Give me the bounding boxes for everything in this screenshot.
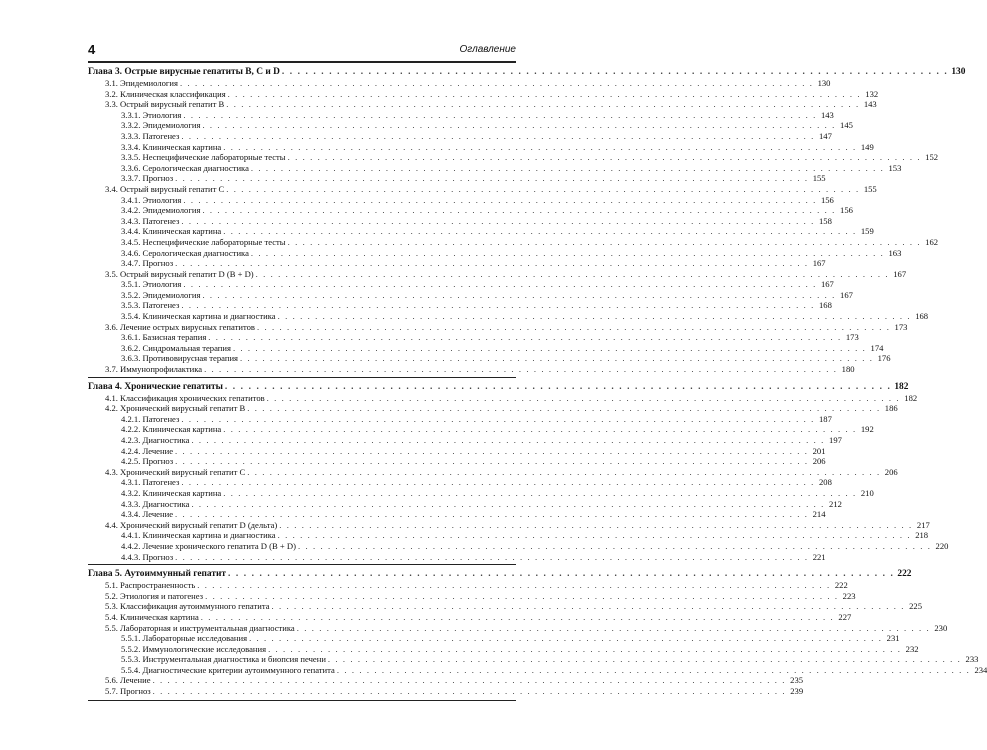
chapter-rule <box>88 564 516 565</box>
toc-entry-page: 162 <box>925 236 939 247</box>
toc-entry-page: 159 <box>860 226 874 237</box>
toc-section-entry <box>88 268 907 280</box>
toc-entry-title: 3.5.3. Патогенез <box>121 300 180 311</box>
dot-leader: . . . . . . . . . . . . . . . . . . . . . . . . . . . . . . . . . . . . . . . . . . . . . . . . . . . . . . . . . . . . . . . . . . . . . . . . . . . . . . . . . . . . . <box>152 686 787 697</box>
toc-entry-title: 3.6.2. Синдромальная терапия <box>121 342 231 353</box>
toc-entry-title: 3.3.4. Клиническая картина <box>121 141 222 152</box>
dot-leader: . . . . . . . . . . . . . . . . . . . . . . . . . . . . . . . . . . . . . . . . . . . . . . . . . . . . . . . . . . . . . . . . . . . . . . . . . . . . . . . . . . . . . <box>223 424 857 435</box>
toc-entry-page: 230 <box>934 622 948 633</box>
toc-subsection-entry <box>88 654 979 665</box>
toc-subsection-entry <box>88 342 884 354</box>
dot-leader: . . . . . . . . . . . . . . . . . . . . . . . . . . . . . . . . . . . . . . . . . . . . . . . . . . . . . . . . . . . . . . . . . . . . . . . . . . . . . . . . . . . . . <box>223 226 857 237</box>
toc-entry-page: 168 <box>818 300 832 311</box>
dot-leader: . . . . . . . . . . . . . . . . . . . . . . . . . . . . . . . . . . . . . . . . . . . . . . . . . . . . . . . . . . . . . . . . . . . . . . . . . . . . . . . . . . . . . <box>175 551 809 562</box>
toc-entry-title: 4.3.1. Патогенез <box>121 477 180 488</box>
toc-entry-title: 4.4.3. Прогноз <box>121 551 174 562</box>
dot-leader: . . . . . . . . . . . . . . . . . . . . . . . . . . . . . . . . . . . . . . . . . . . . . . . . . . . . . . . . . . . . . . . . . . . . . . . . . . . . . . . . . . . . . <box>226 99 860 110</box>
toc-entry-title: Глава 5. Аутоиммунный гепатит <box>88 569 226 580</box>
toc-section-entry <box>88 321 908 333</box>
dot-leader: . . . . . . . . . . . . . . . . . . . . . . . . . . . . . . . . . . . . . . . . . . . . . . . . . . . . . . . . . . . . . . . . . . . . . . . . . . . . . . . . . . . . . <box>247 466 881 477</box>
dot-leader: . . . . . . . . . . . . . . . . . . . . . . . . . . . . . . . . . . . . . . . . . . . . . . . . . . . . . . . . . . . . . . . . . . . . . . . . . . . . . . . . . . . . . <box>202 205 836 216</box>
toc-subsection-entry <box>88 445 826 457</box>
toc-entry-page: 182 <box>904 392 918 403</box>
toc-entry-page: 143 <box>820 109 834 120</box>
toc-entry-title: 3.7. Иммунопрофилактика <box>105 364 203 375</box>
toc-entry-title: 4.4. Хронический вирусный гепатит D (дельта) <box>105 519 278 530</box>
toc-subsection-entry <box>88 413 832 425</box>
toc-entry-title: 3.5.2. Эпидемиология <box>121 289 201 300</box>
toc-entry-title: 3.4.2. Эпидемиология <box>121 205 201 216</box>
dot-leader: . . . . . . . . . . . . . . . . . . . . . . . . . . . . . . . . . . . . . . . . . . . . . . . . . . . . . . . . . . . . . . . . . . . . . . . . . . . . . . . . . . . . . <box>240 353 874 364</box>
toc-entry-page: 180 <box>841 364 855 375</box>
dot-leader: . . . . . . . . . . . . . . . . . . . . . . . . . . . . . . . . . . . . . . . . . . . . . . . . . . . . . . . . . . . . . . . . . . . . . . . . . . . . . . . . . . . . . <box>277 311 912 322</box>
toc-entry-page: 155 <box>812 173 826 184</box>
toc-section-entry <box>88 99 877 110</box>
toc-entry-title: 3.4.4. Клиническая картина <box>121 226 222 237</box>
toc-entry-page: 217 <box>916 519 930 530</box>
toc-entry-title: 3.3.1. Этиология <box>121 109 182 120</box>
dot-leader: . . . . . . . . . . . . . . . . . . . . . . . . . . . . . . . . . . . . . . . . . . . . . . . . . . . . . . . . . . . . . . . . . . . . . . . . . . . . . . . . . . . . . <box>287 152 922 163</box>
toc-subsection-entry <box>88 152 939 163</box>
toc-entry-page: 132 <box>865 88 879 99</box>
toc-entry-title: 5.2. Этиология и патогенез <box>105 590 204 601</box>
toc-entry-page: 214 <box>812 509 826 520</box>
toc-subsection-entry <box>88 424 874 435</box>
dot-leader: . . . . . . . . . . . . . . . . . . . . . . . . . . . . . . . . . . . . . . . . . . . . . . . . . . . . . . . . . . . . . . . . . . . . . . . . . . . . . . . . . . . . . <box>202 120 836 131</box>
toc-entry-page: 206 <box>884 466 898 477</box>
toc-entry-title: 4.2.1. Патогенез <box>121 413 180 424</box>
toc-subsection-entry <box>88 109 834 121</box>
dot-leader: . . . . . . . . . . . . . . . . . . . . . . . . . . . . . . . . . . . . . . . . . . . . . . . . . . . . . . . . . . . . . . . . . . . . . . . . . . . . . . . . . . . . . <box>271 601 905 612</box>
toc-entry-title: 3.3.2. Эпидемиология <box>121 120 201 131</box>
toc-entry-title: 5.5.3. Инструментальная диагностика и биопсия печени <box>121 654 326 665</box>
toc-section-entry <box>88 622 948 634</box>
dot-leader: . . . . . . . . . . . . . . . . . . . . . . . . . . . . . . . . . . . . . . . . . . . . . . . . . . . . . . . . . . . . . . . . . . . . . . . . . . . . . . . . . . . . . <box>152 675 787 686</box>
toc-section-entry <box>88 403 898 414</box>
toc-entry-page: 167 <box>820 279 834 290</box>
toc-entry-page: 232 <box>905 643 919 654</box>
toc-entry-title: 4.3. Хронический вирусный гепатит С <box>105 466 246 477</box>
dot-leader: . . . . . . . . . . . . . . . . . . . . . . . . . . . . . . . . . . . . . . . . . . . . . . . . . . . . . . . . . . . . . . . . . . . . . . . . . . . . . . . . . . . . . <box>277 530 912 541</box>
toc-entry-title: 3.4.3. Патогенез <box>121 215 180 226</box>
toc-entry-title: 5.5.4. Диагностические критерии аутоиммунного гепатита <box>121 664 335 675</box>
toc-entry-title: 3.6.1. Базисная терапия <box>121 332 207 343</box>
toc-entry-page: 167 <box>893 268 907 279</box>
dot-leader: . . . . . . . . . . . . . . . . . . . . . . . . . . . . . . . . . . . . . . . . . . . . . . . . . . . . . . . . . . . . . . . . . . . . . . . . . . . . . . . . . . . . . <box>266 392 901 403</box>
dot-leader: . . . . . . . . . . . . . . . . . . . . . . . . . . . . . . . . . . . . . . . . . . . . . . . . . . . . . . . . . . . . . . . . . . . . . . . . . . . . . . . . . . . . . <box>183 194 817 205</box>
dot-leader: . . . . . . . . . . . . . . . . . . . . . . . . . . . . . . . . . . . . . . . . . . . . . . . . . . . . . . . . . . . . . . . . . . . . . . . . . . . . . . . . . . . . . <box>183 279 817 290</box>
toc-entry-title: 3.6.3. Противовирусная терапия <box>121 353 239 364</box>
toc-chapter-heading <box>88 568 912 580</box>
dot-leader: . . . . . . . . . . . . . . . . . . . . . . . . . . . . . . . . . . . . . . . . . . . . . . . . . . . . . . . . . . . . . . . . . . . . . . . . . . . . . . . . . . . . . <box>223 487 857 498</box>
toc-subsection-entry <box>88 311 929 322</box>
toc-subsection-entry <box>88 530 929 541</box>
toc-section-entry <box>88 675 804 686</box>
toc-entry-title: 3.5. Острый вирусный гепатит D (В + D) <box>105 268 254 279</box>
dot-leader: . . . . . . . . . . . . . . . . . . . . . . . . . . . . . . . . . . . . . . . . . . . . . . . . . . . . . . . . . . . . . . . . . . . . . . . . . . . . . . . . . . . . . <box>250 247 885 258</box>
page-header <box>88 42 516 58</box>
toc-subsection-entry <box>88 664 987 676</box>
dot-leader: . . . . . . . . . . . . . . . . . . . . . . . . . . . . . . . . . . . . . . . . . . . . . . . . . . . . . . . . . . . . . . . . . . . . . . . . . . . . . . . . . . . . . <box>227 88 862 99</box>
dot-leader: . . . . . . . . . . . . . . . . . . . . . . . . . . . . . . . . . . . . . . . . . . . . . . . . . . . . . . . . . . . . . . . . . . . . . . . . . . . . . . . . . . . . . <box>175 456 809 467</box>
toc-entry-title: 4.4.1. Клиническая картина и диагностика <box>121 530 276 541</box>
dot-leader: . . . . . . . . . . . . . . . . . . . . . . . . . . . . . . . . . . . . . . . . . . . . . . . . . . . . . . . . . . . . . . . . . . . . . . . . . . . . . . . . . . . . . <box>336 664 971 675</box>
toc-entry-title: 5.6. Лечение <box>105 675 151 686</box>
dot-leader: . . . . . . . . . . . . . . . . . . . . . . . . . . . . . . . . . . . . . . . . . . . . . . . . . . . . . . . . . . . . . . . . . . . . . . . . . . . . . . . . . . . . . <box>279 519 913 530</box>
toc-entry-title: 3.3.7. Прогноз <box>121 173 174 184</box>
toc-entry-page: 153 <box>888 162 902 173</box>
dot-leader: . . . . . . . . . . . . . . . . . . . . . . . . . . . . . . . . . . . . . . . . . . . . . . . . . . . . . . . . . . . . . . . . . . . . . . . . . . . . . . . . . . . . . <box>175 173 809 184</box>
toc-entry-title: 5.5. Лабораторная и инструментальная диагностика <box>105 622 295 633</box>
toc-section-entry <box>88 590 856 602</box>
toc-subsection-entry <box>88 247 902 259</box>
chapter-rule <box>88 62 516 63</box>
dot-leader: . . . . . . . . . . . . . . . . . . . . . . . . . . . . . . . . . . . . . . . . . . . . . . . . . . . . . . . . . . . . . . . . . . . . . . . . . . . . . . . . . . . . . <box>179 78 814 88</box>
dot-leader: . . . . . . . . . . . . . . . . . . . . . . . . . . . . . . . . . . . . . . . . . . . . . . . . . . . . . . . . . . . . . . . . . . . . . . . . . . . . . . . . . . . . . <box>181 215 815 226</box>
toc-entry-page: 167 <box>812 258 826 269</box>
page-number: 4 <box>88 42 96 57</box>
toc-entry-title: 5.3. Классификация аутоиммунного гепатита <box>105 601 270 612</box>
toc-entry-page: 239 <box>790 686 804 697</box>
toc-entry-page: 163 <box>888 247 902 258</box>
toc-section-entry <box>88 519 930 531</box>
toc-entry-page: 182 <box>894 381 909 392</box>
dot-leader: . . . . . . . . . . . . . . . . . . . . . . . . . . . . . . . . . . . . . . . . . . . . . . . . . . . . . . . . . . . . . . . . . . . . . . . . . . . . . . . . . . . . . <box>268 643 902 654</box>
dot-leader: . . . . . . . . . . . . . . . . . . . . . . . . . . . . . . . . . . . . . . . . . . . . . . . . . . . . . . . . . . . . . . . . . . . . . . . . . . . . . . . . . . . . . <box>202 289 836 300</box>
toc-section-entry <box>88 611 852 623</box>
dot-leader: . . . . . . . . . . . . . . . . . . . . . . . . . . . . . . . . . . . . . . . . . . . . . . . . . . . . . . . . . . . . . . . . . . . . . . . . . . . . . . . . . . . . . <box>287 236 922 247</box>
toc-entry-title: 4.2.3. Диагностика <box>121 435 190 445</box>
dot-leader: . . . . . . . . . . . . . . . . . . . . . . . . . . . . . . . . . . . . . . . . . . . . . . . . . . . . . . . . . . . . . . . . . . . . . . . . . . . . . . . . . . . . . <box>175 509 809 520</box>
dot-leader: . . . . . . . . . . . . . . . . . . . . . . . . . . . . . . . . . . . . . . . . . . . . . . . . . . . . . . . . . . . . . . . . . . . . . . . . . . . . . . . . . . . . . <box>247 403 881 414</box>
toc-chapter-5 <box>88 568 987 697</box>
toc-entry-page: 218 <box>915 530 929 541</box>
toc-section-entry <box>88 601 922 612</box>
toc-entry-page: 167 <box>840 289 853 300</box>
dot-leader: . . . . . . . . . . . . . . . . . . . . . . . . . . . . . . . . . . . . . . . . . . . . . . . . . . . . . . . . . . . . . . . . . . . . . . . . . . . . . . . . . . . . . <box>256 321 891 332</box>
dot-leader: . . . . . . . . . . . . . . . . . . . . . . . . . . . . . . . . . . . . . . . . . . . . . . . . . . . . . . . . . . . . . . . . . . . . . . . . . . . . . . . . . . . . . <box>191 498 825 509</box>
toc-subsection-entry <box>88 130 832 142</box>
toc-entry-page: 201 <box>812 445 826 456</box>
toc-subsection-entry <box>88 300 832 311</box>
toc-entry-title: 3.3.3. Патогенез <box>121 130 180 141</box>
dot-leader: . . . . . . . . . . . . . . . . . . . . . . . . . . . . . . . . . . . . . . . . . . . . . . . . . . . . . . . . . . . . . . . . . . . . . . . . . . . . . . . . . . . . . <box>183 109 817 120</box>
toc-entry-title: 3.1. Эпидемиология <box>105 78 178 88</box>
toc-entry-page: 155 <box>863 183 877 194</box>
toc-entry-page: 158 <box>818 215 832 226</box>
dot-leader: . . . . . . . . . . . . . . . . . . . . . . . . . . . . . . . . . . . . . . . . . . . . . . . . . . . . . . . . . . . . . . . . . . . . . . . . . . . . . . . . . . . . . <box>208 332 842 343</box>
dot-leader: . . . . . . . . . . . . . . . . . . . . . . . . . . . . . . . . . . . . . . . . . . . . . . . . . . . . . . . . . . . . . . . . . . . . . . . . . . . . . . . . . . . . . <box>250 162 885 173</box>
toc-entry-page: 231 <box>886 633 900 644</box>
dot-leader: . . . . . . . . . . . . . . . . . . . . . . . . . . . . . . . . . . . . . . . . . . . . . . . . . . . . . . . . . . . . . . . . . . . . . . . . . . . . . . . . . . . . . <box>175 258 809 269</box>
toc-entry-title: 5.5.1. Лабораторные исследования <box>121 633 248 644</box>
toc-entry-page: 168 <box>915 311 929 322</box>
toc-entry-page: 147 <box>818 130 832 141</box>
dot-leader: . . . . . . . . . . . . . . . . . . . . . . . . . . . . . . . . . . . . . . . . . . . . . . . . . . . . . . . . . . . . . . . . . . . . . . . . . . . . . . . . . . . . . <box>181 477 815 488</box>
toc-entry-page: 235 <box>790 675 804 686</box>
toc-entry-page: 234 <box>974 664 987 675</box>
dot-leader: . . . . . . . . . . . . . . . . . . . . . . . . . . . . . . . . . . . . . . . . . . . . . . . . . . . . . . . . . . . . . . . . . . . . . . . . . . . . . . . . . . . . . <box>224 381 892 392</box>
toc-entry-title: 4.1. Классификация хронических гепатитов <box>105 392 265 403</box>
toc-entry-title: 4.4.2. Лечение хронического гепатита D (В + D) <box>121 540 296 551</box>
toc-entry-page: 223 <box>842 590 856 601</box>
toc-subsection-entry <box>88 643 919 655</box>
toc-chapter-4 <box>88 381 949 563</box>
toc-entry-title: 4.2.2. Клиническая картина <box>121 424 222 435</box>
toc-entry-page: 221 <box>812 551 826 562</box>
dot-leader: . . . . . . . . . . . . . . . . . . . . . . . . . . . . . . . . . . . . . . . . . . . . . . . . . . . . . . . . . . . . . . . . . . . . . . . . . . . . . . . . . . . . . <box>249 633 883 644</box>
toc-entry-page: 197 <box>829 435 842 445</box>
toc-subsection-entry <box>88 141 874 153</box>
toc-entry-title: 4.3.3. Диагностика <box>121 498 190 509</box>
toc-subsection-entry <box>88 353 891 364</box>
toc-entry-title: 3.4.7. Прогноз <box>121 258 174 269</box>
toc-entry-page: 233 <box>965 654 979 665</box>
toc-bottom-rule <box>88 700 516 701</box>
dot-leader: . . . . . . . . . . . . . . . . . . . . . . . . . . . . . . . . . . . . . . . . . . . . . . . . . . . . . . . . . . . . . . . . . . . . . . . . . . . . . . . . . . . . . <box>181 413 815 424</box>
toc-subsection-entry <box>88 120 853 131</box>
toc-entry-title: Глава 3. Острые вирусные гепатиты В, С и D <box>88 67 280 77</box>
toc-entry-title: 4.3.2. Клиническая картина <box>121 487 222 498</box>
toc-entry-title: 4.2.4. Лечение <box>121 445 174 456</box>
toc-entry-title: 3.5.4. Клиническая картина и диагностика <box>121 311 276 322</box>
toc-subsection-entry <box>88 477 832 488</box>
toc-entry-page: 152 <box>925 152 939 163</box>
toc-subsection-entry <box>88 487 874 499</box>
dot-leader: . . . . . . . . . . . . . . . . . . . . . . . . . . . . . . . . . . . . . . . . . . . . . . . . . . . . . . . . . . . . . . . . . . . . . . . . . . . . . . . . . . . . . <box>204 364 838 375</box>
toc-entry-page: 143 <box>863 99 877 110</box>
toc-entry-page: 210 <box>860 487 874 498</box>
toc-entry-title: 3.3.6. Серологическая диагностика <box>121 162 249 173</box>
toc-entry-page: 227 <box>838 611 852 622</box>
dot-leader: . . . . . . . . . . . . . . . . . . . . . . . . . . . . . . . . . . . . . . . . . . . . . . . . . . . . . . . . . . . . . . . . . . . . . . . . . . . . . . . . . . . . . <box>205 590 839 601</box>
toc-subsection-entry <box>88 173 826 184</box>
toc-entry-title: 3.4.5. Неспецифические лабораторные тесты <box>121 236 286 247</box>
dot-leader: . . . . . . . . . . . . . . . . . . . . . . . . . . . . . . . . . . . . . . . . . . . . . . . . . . . . . . . . . . . . . . . . . . . . . . . . . . . . . . . . . . . . . <box>296 622 931 633</box>
dot-leader: . . . . . . . . . . . . . . . . . . . . . . . . . . . . . . . . . . . . . . . . . . . . . . . . . . . . . . . . . . . . . . . . . . . . . . . . . . . . . . . . . . . . . <box>181 300 815 311</box>
dot-leader: . . . . . . . . . . . . . . . . . . . . . . . . . . . . . . . . . . . . . . . . . . . . . . . . . . . . . . . . . . . . . . . . . . . . . . . . . . . . . . . . . . . . . <box>227 569 895 580</box>
table-of-contents <box>88 66 987 697</box>
toc-entry-title: 3.3.5. Неспецифические лабораторные тесты <box>121 152 286 163</box>
toc-entry-page: 156 <box>840 205 853 216</box>
dot-leader: . . . . . . . . . . . . . . . . . . . . . . . . . . . . . . . . . . . . . . . . . . . . . . . . . . . . . . . . . . . . . . . . . . . . . . . . . . . . . . . . . . . . . <box>181 130 815 141</box>
toc-entry-page: 176 <box>877 353 891 364</box>
toc-entry-page: 187 <box>818 413 832 424</box>
toc-subsection-entry <box>88 509 826 520</box>
toc-entry-page: 173 <box>894 321 908 332</box>
toc-chapter-3 <box>88 66 966 375</box>
toc-entry-title: 3.2. Клиническая классификация <box>105 88 226 99</box>
dot-leader: . . . . . . . . . . . . . . . . . . . . . . . . . . . . . . . . . . . . . . . . . . . . . . . . . . . . . . . . . . . . . . . . . . . . . . . . . . . . . . . . . . . . . <box>327 654 962 665</box>
toc-entry-page: 206 <box>812 456 826 467</box>
toc-chapter-heading <box>88 66 966 78</box>
toc-subsection-entry <box>88 332 859 343</box>
toc-entry-page: 173 <box>845 332 859 343</box>
dot-leader: . . . . . . . . . . . . . . . . . . . . . . . . . . . . . . . . . . . . . . . . . . . . . . . . . . . . . . . . . . . . . . . . . . . . . . . . . . . . . . . . . . . . . <box>281 67 949 77</box>
dot-leader: . . . . . . . . . . . . . . . . . . . . . . . . . . . . . . . . . . . . . . . . . . . . . . . . . . . . . . . . . . . . . . . . . . . . . . . . . . . . . . . . . . . . . <box>197 580 831 591</box>
dot-leader: . . . . . . . . . . . . . . . . . . . . . . . . . . . . . . . . . . . . . . . . . . . . . . . . . . . . . . . . . . . . . . . . . . . . . . . . . . . . . . . . . . . . . <box>226 183 860 194</box>
toc-entry-page: 149 <box>860 141 874 152</box>
toc-entry-title: 3.4.6. Серологическая диагностика <box>121 247 249 258</box>
toc-subsection-entry <box>88 498 842 510</box>
toc-entry-title: 5.5.2. Иммунологические исследования <box>121 643 267 654</box>
toc-entry-title: 3.3. Острый вирусный гепатит В <box>105 99 225 110</box>
toc-subsection-entry <box>88 551 826 563</box>
dot-leader: . . . . . . . . . . . . . . . . . . . . . . . . . . . . . . . . . . . . . . . . . . . . . . . . . . . . . . . . . . . . . . . . . . . . . . . . . . . . . . . . . . . . . <box>255 268 890 279</box>
toc-subsection-entry <box>88 258 826 269</box>
toc-entry-title: 5.4. Клиническая картина <box>105 611 199 622</box>
toc-entry-title: 5.1. Распространенность <box>105 580 196 591</box>
dot-leader: . . . . . . . . . . . . . . . . . . . . . . . . . . . . . . . . . . . . . . . . . . . . . . . . . . . . . . . . . . . . . . . . . . . . . . . . . . . . . . . . . . . . . <box>175 445 809 456</box>
toc-section-entry <box>88 78 831 89</box>
toc-entry-title: 5.7. Прогноз <box>105 686 151 697</box>
toc-section-entry <box>88 364 855 375</box>
toc-section-entry <box>88 466 898 478</box>
toc-entry-page: 225 <box>909 601 922 612</box>
toc-entry-title: 3.4. Острый вирусный гепатит С <box>105 183 225 194</box>
toc-entry-page: 130 <box>951 67 966 77</box>
dot-leader: . . . . . . . . . . . . . . . . . . . . . . . . . . . . . . . . . . . . . . . . . . . . . . . . . . . . . . . . . . . . . . . . . . . . . . . . . . . . . . . . . . . . . <box>223 141 857 152</box>
toc-subsection-entry <box>88 435 842 446</box>
toc-subsection-entry <box>88 633 900 644</box>
toc-entry-title: 4.2. Хронический вирусный гепатит В <box>105 403 246 414</box>
toc-subsection-entry <box>88 540 949 552</box>
dot-leader: . . . . . . . . . . . . . . . . . . . . . . . . . . . . . . . . . . . . . . . . . . . . . . . . . . . . . . . . . . . . . . . . . . . . . . . . . . . . . . . . . . . . . <box>297 540 932 551</box>
toc-subsection-entry <box>88 456 826 467</box>
toc-subsection-entry <box>88 162 902 174</box>
toc-entry-page: 186 <box>884 403 898 414</box>
toc-entry-page: 174 <box>870 342 884 353</box>
dot-leader: . . . . . . . . . . . . . . . . . . . . . . . . . . . . . . . . . . . . . . . . . . . . . . . . . . . . . . . . . . . . . . . . . . . . . . . . . . . . . . . . . . . . . <box>191 435 825 445</box>
toc-entry-title: 4.3.4. Лечение <box>121 509 174 520</box>
toc-entry-title: Глава 4. Хронические гепатиты <box>88 381 223 392</box>
dot-leader: . . . . . . . . . . . . . . . . . . . . . . . . . . . . . . . . . . . . . . . . . . . . . . . . . . . . . . . . . . . . . . . . . . . . . . . . . . . . . . . . . . . . . <box>232 342 867 353</box>
toc-section-entry <box>88 392 918 404</box>
toc-subsection-entry <box>88 205 853 216</box>
toc-section-entry <box>88 183 877 195</box>
toc-section-entry <box>88 686 804 697</box>
toc-entry-page: 130 <box>817 78 831 88</box>
toc-section-entry <box>88 580 848 591</box>
toc-entry-page: 156 <box>820 194 834 205</box>
toc-subsection-entry <box>88 194 834 206</box>
toc-entry-title: 4.2.5. Прогноз <box>121 456 174 467</box>
toc-entry-page: 222 <box>897 569 912 580</box>
toc-entry-title: 3.6. Лечение острых вирусных гепатитов <box>105 321 255 332</box>
toc-section-entry <box>88 88 879 100</box>
toc-entry-page: 208 <box>818 477 832 488</box>
toc-subsection-entry <box>88 279 834 290</box>
toc-entry-page: 212 <box>829 498 842 509</box>
running-head: Оглавление <box>459 44 516 55</box>
toc-subsection-entry <box>88 226 874 237</box>
chapter-rule <box>88 377 516 378</box>
toc-subsection-entry <box>88 236 939 248</box>
toc-subsection-entry <box>88 289 853 301</box>
toc-entry-title: 3.4.1. Этиология <box>121 194 182 205</box>
toc-subsection-entry <box>88 215 832 227</box>
dot-leader: . . . . . . . . . . . . . . . . . . . . . . . . . . . . . . . . . . . . . . . . . . . . . . . . . . . . . . . . . . . . . . . . . . . . . . . . . . . . . . . . . . . . . <box>200 611 835 622</box>
toc-entry-title: 3.5.1. Этиология <box>121 279 182 290</box>
toc-chapter-heading <box>88 381 909 393</box>
toc-entry-page: 192 <box>860 424 874 435</box>
toc-entry-page: 145 <box>840 120 853 131</box>
toc-entry-page: 222 <box>834 580 848 591</box>
toc-entry-page: 220 <box>935 540 949 551</box>
